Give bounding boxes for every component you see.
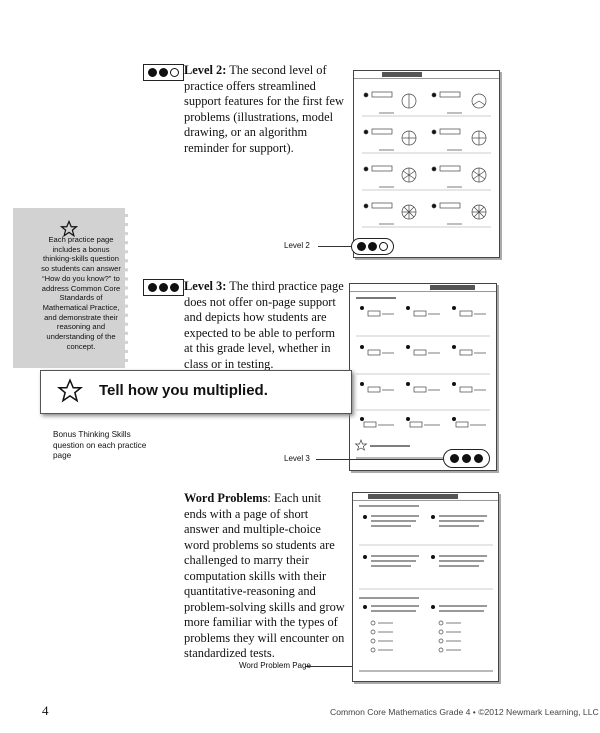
bonus-question-text: Tell how you multiplied.	[99, 382, 268, 399]
word-problem-pointer-line	[305, 666, 352, 667]
page-number: 4	[42, 703, 49, 718]
word-problem-worksheet-thumbnail	[352, 492, 499, 682]
level2-indicator	[143, 64, 184, 81]
level3-callout-dots	[443, 449, 490, 468]
level3-worksheet-thumbnail	[349, 283, 497, 471]
level3-title: Level 3:	[184, 279, 227, 293]
level2-title: Level 2:	[184, 63, 227, 77]
level3-pointer-line	[316, 459, 443, 460]
level3-description	[184, 279, 344, 372]
level2-callout-dots	[351, 238, 394, 255]
level2-text: The second level of practice offers streamlined support features for the first few problems (illustrations, model drawing, or an algorithm reminder for support).	[184, 63, 344, 155]
level2-description	[184, 63, 344, 156]
level2-pointer-line	[318, 246, 351, 247]
word-problems-description	[184, 491, 346, 662]
word-problem-callout-label: Word Problem Page	[239, 661, 311, 670]
word-problems-text: : Each unit ends with a page of short answer and multiple-choice word problems so students are challenged to marry their computation skills with their quantitative-reasoning and problem-solving skills and grow more familiar with the types of problems they will encounter on standardized tests.	[184, 491, 345, 660]
bonus-caption: Bonus Thinking Skills question on each practice page	[53, 430, 147, 460]
level3-callout-label: Level 3	[284, 454, 310, 463]
word-problems-title: Word Problems	[184, 491, 268, 505]
footer-credit: Common Core Mathematics Grade 4 • ©2012 Newmark Learning, LLC	[330, 707, 599, 717]
level2-worksheet-thumbnail	[353, 70, 500, 258]
level3-indicator	[143, 279, 184, 296]
level3-text: The third practice page does not offer on-page support and depicts how students are expected to be able to perform at this grade level, whether in class or in testing.	[184, 279, 344, 371]
sidebar-note-text: Each practice page includes a bonus thinking-skills question so students can answer “How do you know?” to address Common Core Standards of Mathematical Practice, and demonstrate their reasoning and understanding of the concept.	[41, 235, 121, 351]
level2-callout-label: Level 2	[284, 241, 310, 250]
star-icon	[57, 378, 83, 404]
sidebar-note-box	[13, 208, 128, 368]
bonus-question-banner	[40, 370, 352, 414]
